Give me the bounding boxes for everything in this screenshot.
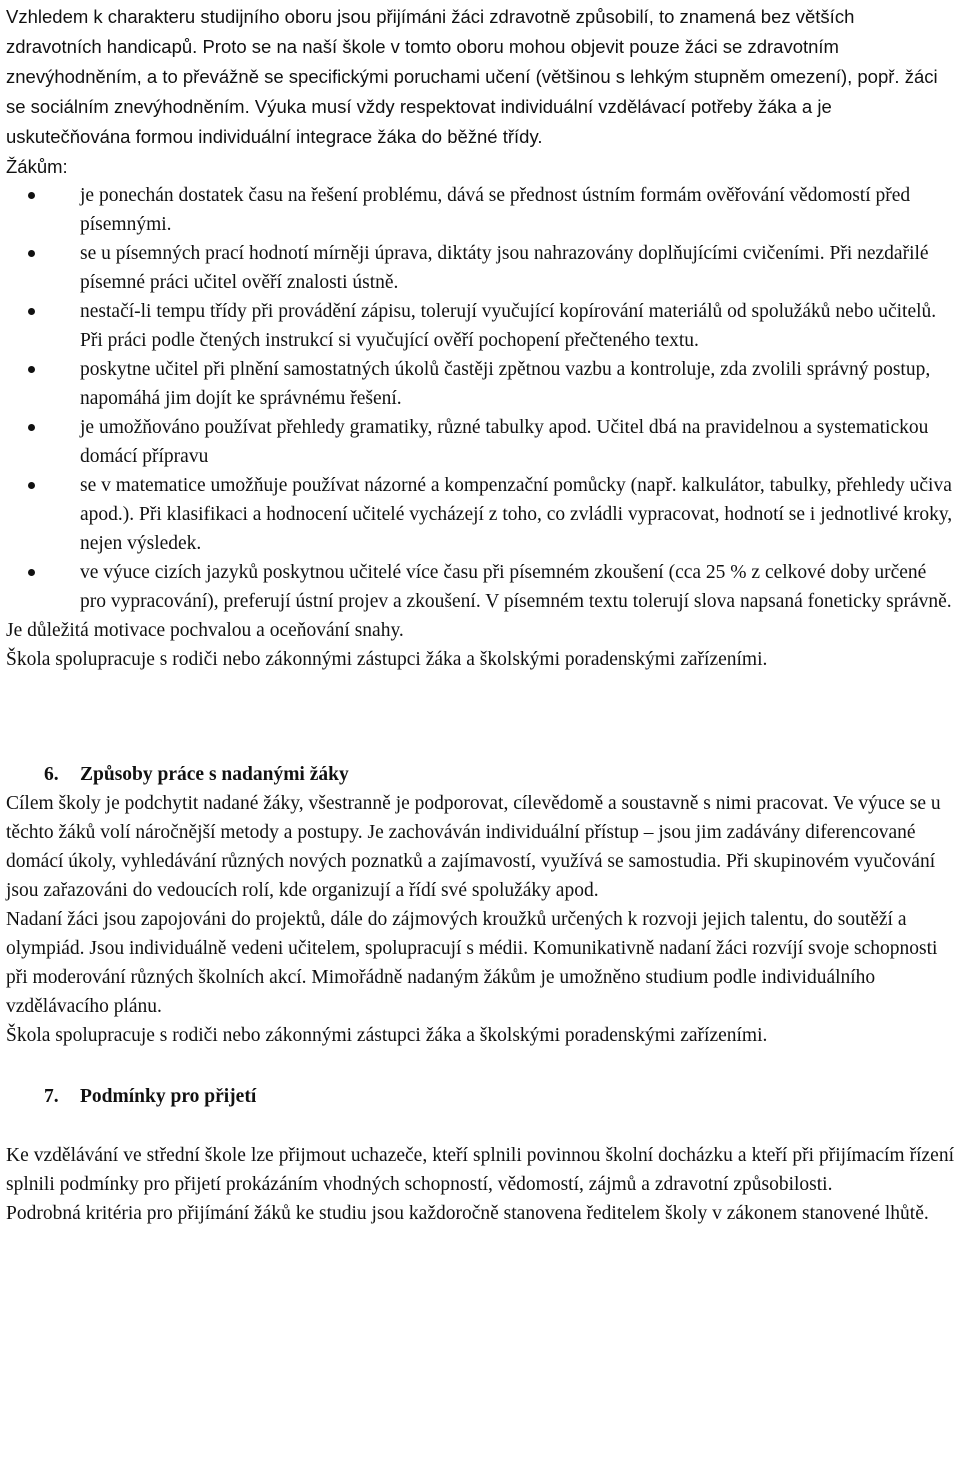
list-item-text: se v matematice umožňuje používat názorné a kompenzační pomůcky (např. kalkulátor, tabulky, přehledy učiva apod.). Při klasifikaci a hodnocení učitelé vycházejí z toho, co zvládli vypracovat, hodnotí se i jednotlivé kroky, nejen výsledek. xyxy=(80,475,953,554)
bullet-icon xyxy=(28,482,35,489)
list-item xyxy=(80,413,954,471)
spacer xyxy=(6,1111,954,1141)
section-7-number: 7. xyxy=(44,1086,59,1107)
list-item-text: ve výuce cizích jazyků poskytnou učitelé více času při písemném zkoušení (cca 25 % z celkové doby určené pro vypracování), preferují ústní projev a zkoušení. V písemném textu tolerují slova napsaná foneticky správně. xyxy=(80,562,952,612)
list-item xyxy=(80,297,954,355)
bullet-icon xyxy=(28,424,35,431)
list-item xyxy=(80,355,954,413)
support-list xyxy=(6,181,954,616)
cooperation-text: Škola spolupracuje s rodiči nebo zákonnými zástupci žáka a školskými poradenskými zařízeními. xyxy=(6,649,768,670)
list-item-text: se u písemných prací hodnotí mírněji úprava, diktáty jsou nahrazovány doplňujícími cvičeními. Při nezdařilé písemné práci učitel ověří znalosti ústně. xyxy=(80,243,929,293)
section-7-paragraph-1: Ke vzdělávání ve střední škole lze přijmout uchazeče, kteří splnili povinnou školní docházku a kteří při přijímacím řízení splnili podmínky pro přijetí prokázáním vhodných schopností, vědomostí, zájmů a zdravotní způsobilosti. xyxy=(6,1145,954,1195)
spacer xyxy=(6,674,954,760)
list-item xyxy=(80,471,954,558)
students-label: Žákům: xyxy=(6,156,68,177)
intro-sentence-1: Vzhledem k charakteru studijního oboru jsou přijímáni žáci zdravotně způsobilí, to znamená bez větších zdravotních handicapů. xyxy=(6,6,855,57)
bullet-icon xyxy=(28,192,35,199)
intro-sentence-2: Proto se na naší škole v tomto oboru mohou objevit pouze žáci se zdravotním znevýhodněním, a to převážně se specifickými poruchami učení (většinou s lehkým stupněm omezení), popř. žáci se sociálním znevýhodněním. xyxy=(6,36,938,117)
section-6-paragraph-3: Škola spolupracuje s rodiči nebo zákonnými zástupci žáka a školskými poradenskými zařízeními. xyxy=(6,1025,768,1046)
bullet-icon xyxy=(28,366,35,373)
section-6-paragraph-1: Cílem školy je podchytit nadané žáky, všestranně je podporovat, cílevědomě a soustavně s nimi pracovat. Ve výuce se u těchto žáků volí náročnější metody a postupy. Je zachováván individuální přístup – jsou jim zadávány diferencované domácí úkoly, vyhledávání různých nových poznatků a zajímavostí, využívá se samostudia. Při skupinovém vyučování jsou zařazováni do vedoucích rolí, kde organizují a řídí své spolužáky apod. xyxy=(6,793,941,901)
section-7-title: Podmínky pro přijetí xyxy=(80,1086,257,1107)
motivation-text: Je důležitá motivace pochvalou a oceňování snahy. xyxy=(6,620,404,641)
list-item-text: nestačí-li tempu třídy při provádění zápisu, tolerují vyučující kopírování materiálů od spolužáků nebo učitelů. Při práci podle čtených instrukcí si vyučující ověří pochopení přečteného textu. xyxy=(80,301,937,351)
list-item xyxy=(80,558,954,616)
section-6-title: Způsoby práce s nadanými žáky xyxy=(80,764,349,785)
intro-sentence-3: Výuka musí vždy respektovat individuální vzdělávací potřeby žáka a je uskutečňována formou individuální integrace žáka do běžné třídy. xyxy=(6,96,832,147)
list-item xyxy=(80,181,954,239)
list-item xyxy=(80,239,954,297)
section-6-paragraph-2: Nadaní žáci jsou zapojováni do projektů, dále do zájmových kroužků určených k rozvoji jejich talentu, do soutěží a olympiád. Jsou individuálně vedeni učitelem, spolupracují s médii. Komunikativně nadaní žáci rozvíjí svoje schopnosti při moderování různých školních akcí. Mimořádně nadaným žákům je umožněno studium podle individuálního vzdělávacího plánu. xyxy=(6,909,938,1017)
list-item-text: je ponechán dostatek času na řešení problému, dává se přednost ústním formám ověřování vědomostí před písemnými. xyxy=(80,185,911,235)
bullet-icon xyxy=(28,308,35,315)
section-7-paragraph-2: Podrobná kritéria pro přijímání žáků ke studiu jsou každoročně stanovena ředitelem školy v zákonem stanovené lhůtě. xyxy=(6,1203,929,1224)
intro-paragraph xyxy=(6,2,954,152)
section-6-number: 6. xyxy=(44,764,59,785)
bullet-icon xyxy=(28,569,35,576)
list-item-text: je umožňováno používat přehledy gramatiky, různé tabulky apod. Učitel dbá na pravidelnou a systematickou domácí přípravu xyxy=(80,417,929,467)
section-7-heading xyxy=(6,1082,954,1111)
section-6-heading xyxy=(6,760,954,789)
list-item-text: poskytne učitel při plnění samostatných úkolů častěji zpětnou vazbu a kontroluje, zda zvolili správný postup, napomáhá jim dojít ke správnému řešení. xyxy=(80,359,931,409)
spacer xyxy=(6,1050,954,1082)
bullet-icon xyxy=(28,250,35,257)
